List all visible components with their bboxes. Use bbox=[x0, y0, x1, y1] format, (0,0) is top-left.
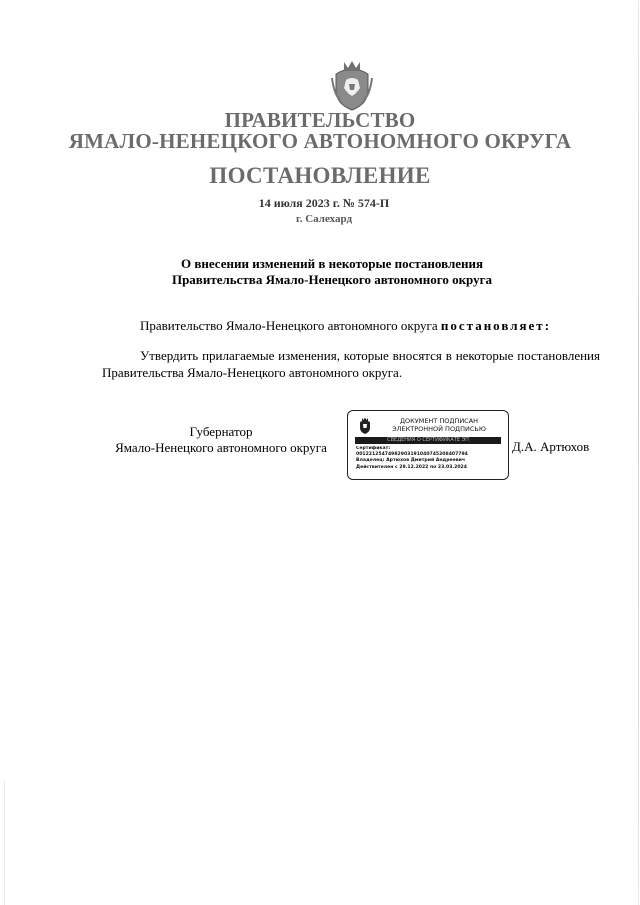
signatory-position-line1: Губернатор bbox=[189, 424, 253, 439]
stamp-validity: Действителен с 29.12.2022 по 23.03.2024 bbox=[356, 464, 467, 470]
resolution-intro-text: Правительство Ямало-Ненецкого автономного округа bbox=[140, 318, 441, 333]
stamp-certificate-label: Сертификат: bbox=[356, 446, 391, 451]
stamp-title bbox=[376, 417, 502, 433]
stamp-certificate-value: 00122125474982903191040745208407794 bbox=[356, 452, 468, 458]
stamp-emblem-icon bbox=[358, 417, 372, 435]
signatory-position-line2: Ямало-Ненецкого автономного округа bbox=[115, 440, 327, 455]
document-type: ПОСТАНОВЛЕНИЕ bbox=[209, 163, 431, 188]
city: г. Салехард bbox=[295, 213, 353, 225]
signatory-position bbox=[100, 424, 342, 456]
subject-line1: О внесении изменений в некоторые постановления bbox=[180, 256, 484, 271]
electronic-signature-stamp bbox=[347, 410, 509, 480]
scan-edge-left bbox=[4, 780, 5, 905]
date-number: 14 июля 2023 г. № 574-П bbox=[258, 196, 390, 210]
subject-line2: Правительства Ямало-Ненецкого автономного округа bbox=[171, 272, 493, 287]
stamp-details bbox=[356, 446, 506, 471]
resolution-body: Утвердить прилагаемые изменения, которые вносятся в некоторые постановления Правительства Ямало-Ненецкого автономного округа. bbox=[102, 348, 600, 380]
resolution-keyword: постановляет: bbox=[440, 318, 552, 333]
document-subject bbox=[0, 256, 640, 288]
coat-of-arms-icon bbox=[330, 60, 374, 112]
stamp-title-line1: ДОКУМЕНТ ПОДПИСАН bbox=[399, 417, 479, 425]
government-title-line1: ПРАВИТЕЛЬСТВО bbox=[224, 108, 416, 132]
stamp-owner: Владелец: Артюхов Дмитрий Андреевич bbox=[356, 458, 466, 464]
resolution-intro bbox=[140, 318, 551, 334]
stamp-certificate-bar: СВЕДЕНИЯ О СЕРТИФИКАТЕ ЭП bbox=[355, 437, 501, 444]
stamp-title-line2: ЭЛЕКТРОННОЙ ПОДПИСЬЮ bbox=[392, 425, 486, 433]
government-title-line2: ЯМАЛО-НЕНЕЦКОГО АВТОНОМНОГО ОКРУГА bbox=[68, 129, 572, 153]
signatory-name: Д.А. Артюхов bbox=[512, 439, 590, 454]
